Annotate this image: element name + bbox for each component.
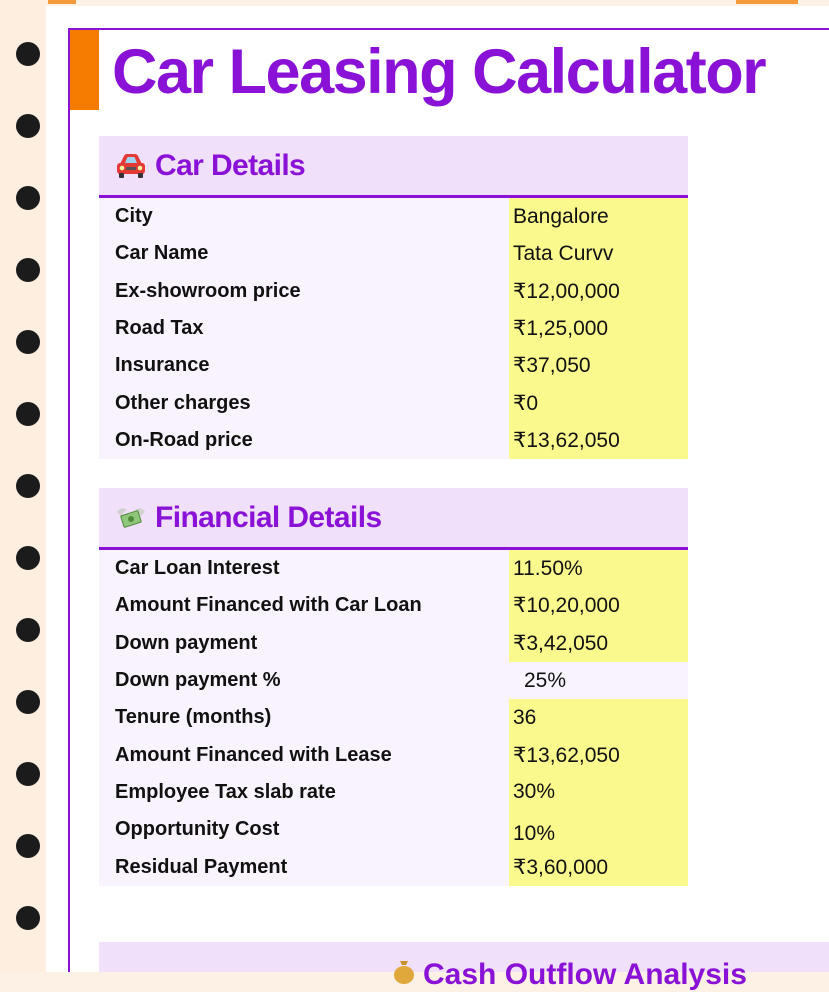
binding-hole: [16, 114, 40, 138]
row-label: Residual Payment: [99, 848, 509, 885]
car-name-input-cell[interactable]: Tata Curvv: [509, 235, 688, 272]
city-input-cell[interactable]: Bangalore: [509, 198, 688, 235]
binding-hole: [16, 186, 40, 210]
table-row: [99, 662, 688, 699]
binding-hole: [16, 474, 40, 498]
road-tax-input-cell[interactable]: ₹1,25,000: [509, 310, 688, 347]
insurance-input-cell[interactable]: ₹37,050: [509, 347, 688, 384]
row-label: Ex-showroom price: [99, 273, 509, 310]
binding-hole: [16, 618, 40, 642]
down-payment-percent-cell[interactable]: 25%: [509, 662, 688, 699]
row-label: Road Tax: [99, 310, 509, 347]
row-label: City: [99, 198, 509, 235]
row-label: Down payment %: [99, 662, 509, 699]
table-row: [99, 422, 688, 459]
row-label: Car Loan Interest: [99, 550, 509, 587]
row-label: Employee Tax slab rate: [99, 774, 509, 811]
table-row: [99, 198, 688, 235]
table-row: [99, 550, 688, 587]
table-row: [99, 384, 688, 421]
cash-outflow-header: [99, 942, 829, 991]
table-row: [99, 848, 688, 885]
table-row: [99, 699, 688, 736]
other-charges-input-cell[interactable]: ₹0: [509, 384, 688, 421]
page-title: Car Leasing Calculator: [112, 37, 766, 107]
table-row: [99, 736, 688, 773]
binding-hole: [16, 690, 40, 714]
table-row: [99, 273, 688, 310]
amount-financed-loan-input-cell[interactable]: ₹10,20,000: [509, 587, 688, 624]
binding-hole: [16, 906, 40, 930]
money-bag-icon: [391, 958, 417, 989]
notebook-binding: [0, 0, 44, 972]
row-label: Tenure (months): [99, 699, 509, 736]
row-label: Car Name: [99, 235, 509, 272]
money-wings-icon: [115, 504, 147, 532]
title-accent-bar: [70, 30, 99, 110]
binding-hole: [16, 762, 40, 786]
table-row: [99, 310, 688, 347]
financial-details-title: Financial Details: [155, 500, 382, 534]
car-icon: [115, 152, 147, 180]
amount-financed-lease-input-cell[interactable]: ₹13,62,050: [509, 736, 688, 773]
table-row: [99, 347, 688, 384]
top-tab-right: [736, 0, 798, 4]
binding-hole: [16, 42, 40, 66]
row-label: Other charges: [99, 384, 509, 421]
tenure-input-cell[interactable]: 36: [509, 699, 688, 736]
tax-slab-input-cell[interactable]: 30%: [509, 774, 688, 811]
row-label: Down payment: [99, 625, 509, 662]
opportunity-cost-input-cell[interactable]: 10%: [509, 811, 688, 848]
down-payment-input-cell[interactable]: ₹3,42,050: [509, 625, 688, 662]
car-details-title: Car Details: [155, 148, 306, 182]
residual-payment-input-cell[interactable]: ₹3,60,000: [509, 848, 688, 885]
top-tab-left: [48, 0, 76, 4]
binding-hole: [16, 330, 40, 354]
loan-interest-input-cell[interactable]: 11.50%: [509, 550, 688, 587]
binding-hole: [16, 834, 40, 858]
financial-details-section: [99, 488, 688, 886]
row-label: Amount Financed with Lease: [99, 736, 509, 773]
table-row: [99, 811, 688, 848]
car-details-section: [99, 136, 688, 459]
row-label: Insurance: [99, 347, 509, 384]
row-label: On-Road price: [99, 422, 509, 459]
table-row: [99, 235, 688, 272]
row-label: Opportunity Cost: [99, 811, 509, 848]
binding-hole: [16, 402, 40, 426]
ex-showroom-price-input-cell[interactable]: ₹12,00,000: [509, 273, 688, 310]
table-row: [99, 587, 688, 624]
binding-hole: [16, 258, 40, 282]
binding-hole: [16, 546, 40, 570]
row-label: Amount Financed with Car Loan: [99, 587, 509, 624]
table-row: [99, 625, 688, 662]
car-details-header: [99, 136, 688, 198]
table-row: [99, 774, 688, 811]
on-road-price-cell[interactable]: ₹13,62,050: [509, 422, 688, 459]
financial-details-header: [99, 488, 688, 550]
cash-outflow-title: Cash Outflow Analysis: [423, 958, 747, 991]
